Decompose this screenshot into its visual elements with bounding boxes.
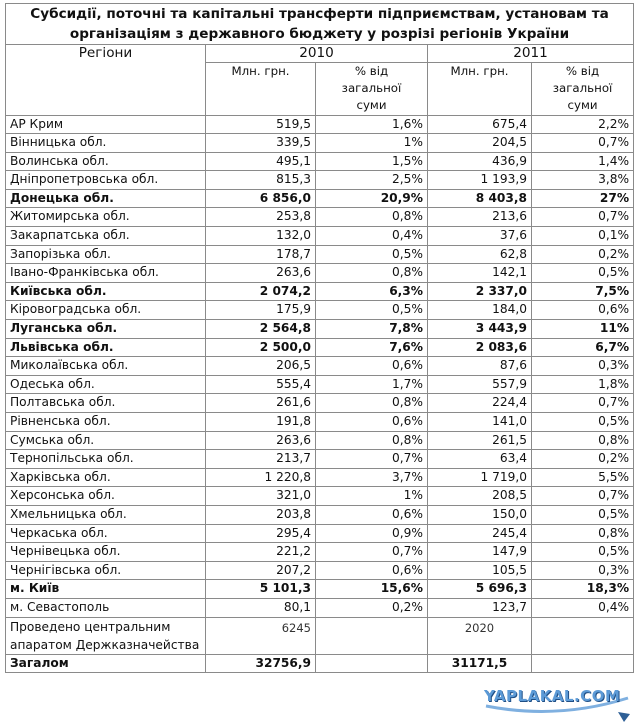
region-name: Волинська обл.	[6, 152, 206, 171]
percent-2011: 1,8%	[532, 375, 634, 394]
value-2010: 6 856,0	[206, 189, 316, 208]
table-row	[6, 152, 634, 171]
table-row	[6, 450, 634, 469]
percent-2011: 27%	[532, 189, 634, 208]
year-2011-header: 2011	[428, 45, 634, 63]
subsidies-table	[5, 3, 634, 673]
table-row	[6, 115, 634, 134]
table-title: Субсидії, поточні та капітальні трансферти підприємствам, установам та організаціям з державного бюджету у розрізі регіонів України	[6, 4, 634, 45]
percent-2010: 0,6%	[316, 561, 428, 580]
region-name: Житомирська обл.	[6, 208, 206, 227]
central-apparatus-label: Проведено центральним апаратом Держказначейства	[6, 617, 206, 654]
value-2010: 132,0	[206, 227, 316, 246]
value-2010: 815,3	[206, 171, 316, 190]
table-row	[6, 264, 634, 283]
central-empty-2011	[532, 617, 634, 654]
percent-2010: 0,8%	[316, 264, 428, 283]
percent-2011: 2,2%	[532, 115, 634, 134]
value-2011: 2 337,0	[428, 282, 532, 301]
percent-2011: 0,7%	[532, 134, 634, 153]
value-2011: 3 443,9	[428, 320, 532, 339]
central-empty-2010	[316, 617, 428, 654]
table-row	[6, 394, 634, 413]
value-2010: 175,9	[206, 301, 316, 320]
percent-2010: 0,6%	[316, 413, 428, 432]
percent-2010: 0,6%	[316, 357, 428, 376]
percent-2011: 11%	[532, 320, 634, 339]
percent-2010: 2,5%	[316, 171, 428, 190]
percent-2010: 1%	[316, 487, 428, 506]
percent-2011: 0,2%	[532, 450, 634, 469]
region-name: Закарпатська обл.	[6, 227, 206, 246]
total-empty-2010	[316, 654, 428, 673]
value-2010: 1 220,8	[206, 468, 316, 487]
value-2010: 178,7	[206, 245, 316, 264]
region-name: Київська обл.	[6, 282, 206, 301]
value-2011: 37,6	[428, 227, 532, 246]
value-2011: 63,4	[428, 450, 532, 469]
value-2010: 2 564,8	[206, 320, 316, 339]
table-container	[5, 3, 633, 673]
table-row	[6, 431, 634, 450]
region-name: АР Крим	[6, 115, 206, 134]
region-name: Чернівецька обл.	[6, 543, 206, 562]
percent-2010: 0,7%	[316, 543, 428, 562]
table-row	[6, 227, 634, 246]
value-2010: 213,7	[206, 450, 316, 469]
table-row	[6, 598, 634, 617]
watermark-logo	[478, 686, 634, 724]
percent-2010: 7,8%	[316, 320, 428, 339]
regions-header: Регіони	[6, 45, 206, 63]
table-row	[6, 189, 634, 208]
percent-2011: 0,6%	[532, 301, 634, 320]
table-row	[6, 543, 634, 562]
value-2010: 206,5	[206, 357, 316, 376]
value-2010: 5 101,3	[206, 580, 316, 599]
percent-2010: 1,5%	[316, 152, 428, 171]
region-name: Запорізька обл.	[6, 245, 206, 264]
table-row	[6, 580, 634, 599]
percent-2011: 5,5%	[532, 468, 634, 487]
region-name: Харківська обл.	[6, 468, 206, 487]
pct-header-2010	[316, 63, 428, 116]
pct-header-2011	[532, 63, 634, 116]
pct-header-line1: % від	[354, 64, 389, 78]
pct-header-line3: суми	[356, 98, 387, 112]
pct-header-line2: загальної	[552, 81, 613, 95]
value-2010: 80,1	[206, 598, 316, 617]
value-2010: 263,6	[206, 264, 316, 283]
region-name: Львівська обл.	[6, 338, 206, 357]
percent-2011: 0,8%	[532, 431, 634, 450]
table-row	[6, 245, 634, 264]
value-2011: 261,5	[428, 431, 532, 450]
table-row	[6, 134, 634, 153]
value-2011: 142,1	[428, 264, 532, 283]
total-empty-2011	[532, 654, 634, 673]
percent-2010: 7,6%	[316, 338, 428, 357]
value-2010: 495,1	[206, 152, 316, 171]
total-value-2011: 31171,5	[428, 654, 532, 673]
percent-2010: 0,2%	[316, 598, 428, 617]
value-2011: 675,4	[428, 115, 532, 134]
table-row	[6, 171, 634, 190]
region-name: м. Севастополь	[6, 598, 206, 617]
value-2011: 208,5	[428, 487, 532, 506]
percent-2011: 0,5%	[532, 505, 634, 524]
region-name: Дніпропетровська обл.	[6, 171, 206, 190]
value-2011: 62,8	[428, 245, 532, 264]
percent-2011: 0,4%	[532, 598, 634, 617]
subheader-row	[6, 63, 634, 116]
percent-2011: 6,7%	[532, 338, 634, 357]
value-2011: 213,6	[428, 208, 532, 227]
percent-2011: 0,5%	[532, 413, 634, 432]
percent-2011: 0,1%	[532, 227, 634, 246]
table-row	[6, 505, 634, 524]
percent-2011: 0,7%	[532, 208, 634, 227]
total-label: Загалом	[6, 654, 206, 673]
percent-2011: 1,4%	[532, 152, 634, 171]
value-2011: 245,4	[428, 524, 532, 543]
percent-2010: 0,4%	[316, 227, 428, 246]
region-name: Кіровоградська обл.	[6, 301, 206, 320]
region-name: Вінницька обл.	[6, 134, 206, 153]
value-2010: 253,8	[206, 208, 316, 227]
region-name: Сумська обл.	[6, 431, 206, 450]
pct-header-line3: суми	[567, 98, 598, 112]
value-2010: 339,5	[206, 134, 316, 153]
value-2011: 141,0	[428, 413, 532, 432]
percent-2010: 0,8%	[316, 208, 428, 227]
table-row	[6, 375, 634, 394]
percent-2010: 0,7%	[316, 450, 428, 469]
region-name: Рівненська обл.	[6, 413, 206, 432]
value-2011: 123,7	[428, 598, 532, 617]
region-name: Івано-Франківська обл.	[6, 264, 206, 283]
watermark-text: YAPLAKAL.COM	[484, 687, 621, 705]
percent-2010: 0,8%	[316, 394, 428, 413]
table-row	[6, 282, 634, 301]
value-2010: 203,8	[206, 505, 316, 524]
region-name: Полтавська обл.	[6, 394, 206, 413]
region-name: м. Київ	[6, 580, 206, 599]
percent-2010: 0,5%	[316, 245, 428, 264]
value-2010: 2 500,0	[206, 338, 316, 357]
percent-2010: 1,7%	[316, 375, 428, 394]
table-row	[6, 487, 634, 506]
value-2011: 2 083,6	[428, 338, 532, 357]
table-row	[6, 338, 634, 357]
region-name: Луганська обл.	[6, 320, 206, 339]
central-value-2010: 6245	[206, 617, 316, 654]
table-row	[6, 468, 634, 487]
value-2011: 8 403,8	[428, 189, 532, 208]
regions-header-cell	[6, 63, 206, 116]
value-2010: 321,0	[206, 487, 316, 506]
percent-2011: 0,3%	[532, 561, 634, 580]
value-2011: 5 696,3	[428, 580, 532, 599]
mln-header-2010: Млн. грн.	[206, 63, 316, 116]
year-header-row	[6, 45, 634, 63]
value-2011: 105,5	[428, 561, 532, 580]
year-2010-header: 2010	[206, 45, 428, 63]
region-name: Херсонська обл.	[6, 487, 206, 506]
percent-2010: 0,6%	[316, 505, 428, 524]
percent-2010: 3,7%	[316, 468, 428, 487]
percent-2011: 0,2%	[532, 245, 634, 264]
region-name: Донецька обл.	[6, 189, 206, 208]
value-2011: 1 193,9	[428, 171, 532, 190]
value-2011: 557,9	[428, 375, 532, 394]
region-name: Хмельницька обл.	[6, 505, 206, 524]
value-2010: 191,8	[206, 413, 316, 432]
value-2011: 147,9	[428, 543, 532, 562]
table-row	[6, 357, 634, 376]
value-2010: 261,6	[206, 394, 316, 413]
pct-header-line2: загальної	[341, 81, 402, 95]
region-name: Черкаська обл.	[6, 524, 206, 543]
percent-2011: 0,5%	[532, 543, 634, 562]
central-apparatus-row	[6, 617, 634, 654]
percent-2011: 7,5%	[532, 282, 634, 301]
percent-2010: 0,5%	[316, 301, 428, 320]
percent-2011: 0,8%	[532, 524, 634, 543]
percent-2010: 1,6%	[316, 115, 428, 134]
value-2010: 295,4	[206, 524, 316, 543]
region-name: Чернігівська обл.	[6, 561, 206, 580]
percent-2010: 0,8%	[316, 431, 428, 450]
value-2011: 150,0	[428, 505, 532, 524]
value-2011: 436,9	[428, 152, 532, 171]
title-row	[6, 4, 634, 45]
percent-2010: 1%	[316, 134, 428, 153]
value-2010: 207,2	[206, 561, 316, 580]
region-name: Одеська обл.	[6, 375, 206, 394]
region-name: Тернопільська обл.	[6, 450, 206, 469]
value-2011: 224,4	[428, 394, 532, 413]
percent-2011: 3,8%	[532, 171, 634, 190]
percent-2011: 0,3%	[532, 357, 634, 376]
value-2010: 2 074,2	[206, 282, 316, 301]
table-row	[6, 413, 634, 432]
total-value-2010: 32756,9	[206, 654, 316, 673]
table-row	[6, 524, 634, 543]
percent-2011: 0,7%	[532, 487, 634, 506]
value-2011: 204,5	[428, 134, 532, 153]
value-2010: 221,2	[206, 543, 316, 562]
percent-2010: 0,9%	[316, 524, 428, 543]
total-row	[6, 654, 634, 673]
percent-2011: 18,3%	[532, 580, 634, 599]
percent-2010: 20,9%	[316, 189, 428, 208]
table-row	[6, 208, 634, 227]
central-value-2011: 2020	[428, 617, 532, 654]
value-2010: 263,6	[206, 431, 316, 450]
value-2011: 1 719,0	[428, 468, 532, 487]
table-row	[6, 320, 634, 339]
percent-2011: 0,7%	[532, 394, 634, 413]
region-name: Миколаївська обл.	[6, 357, 206, 376]
percent-2010: 6,3%	[316, 282, 428, 301]
table-row	[6, 561, 634, 580]
value-2010: 555,4	[206, 375, 316, 394]
value-2010: 519,5	[206, 115, 316, 134]
value-2011: 87,6	[428, 357, 532, 376]
value-2011: 184,0	[428, 301, 532, 320]
table-row	[6, 301, 634, 320]
percent-2010: 15,6%	[316, 580, 428, 599]
mln-header-2011: Млн. грн.	[428, 63, 532, 116]
percent-2011: 0,5%	[532, 264, 634, 283]
pct-header-line1: % від	[565, 64, 600, 78]
